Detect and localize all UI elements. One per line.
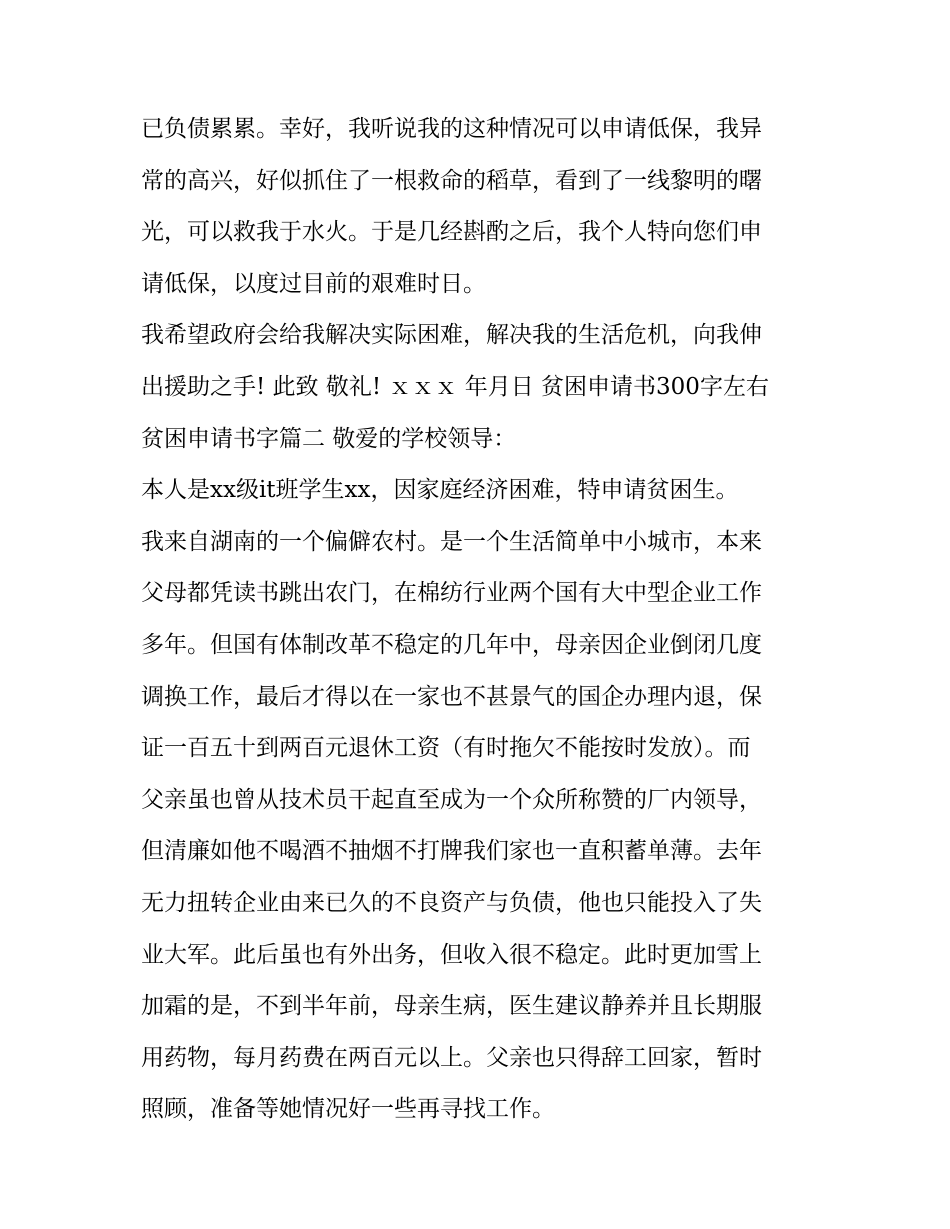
text-line: 调换工作，最后才得以在一家也不甚景气的国企办理内退，保 [141,683,762,710]
text-line: 请低保，以度过目前的艰难时日。 [141,270,486,297]
text-line: 父母都凭读书跳出农门，在棉纺行业两个国有大中型企业工作 [141,580,762,607]
text-line: 贫困申请书字篇二 敬爱的学校领导： [141,425,517,452]
text-line: 无力扭转企业由来已久的不良资产与负债，他也只能投入了失 [141,889,762,916]
text-line: 多年。但国有体制改革不稳定的几年中，母亲因企业倒闭几度 [141,631,762,658]
text-line: 我希望政府会给我解决实际困难，解决我的生活危机，向我伸 [141,322,762,349]
text-line: 出援助之手! 此致 敬礼! ｘｘｘ 年月日 贫困申请书300字左右 [141,373,769,400]
text-line: 父亲虽也曾从技术员干起直至成为一个众所称赞的厂内领导， [141,786,762,813]
text-line: 本人是xx级it班学生xx，因家庭经济困难，特申请贫困生。 [141,477,739,504]
text-line: 我来自湖南的一个偏僻农村。是一个生活简单中小城市，本来 [141,528,762,555]
text-line: 但清廉如他不喝酒不抽烟不打牌我们家也一直积蓄单薄。去年 [141,838,762,865]
text-line: 业大军。此后虽也有外出务，但收入很不稳定。此时更加雪上 [141,941,762,968]
text-line: 用药物，每月药费在两百元以上。父亲也只得辞工回家，暂时 [141,1044,762,1071]
text-line: 光，可以救我于水火。于是几经斟酌之后，我个人特向您们申 [141,219,762,246]
document-body [141,104,821,1136]
text-line: 常的高兴，好似抓住了一根救命的稻草，看到了一线黎明的曙 [141,167,762,194]
text-line: 证一百五十到两百元退休工资（有时拖欠不能按时发放）。而 [141,735,751,762]
text-line: 已负债累累。幸好，我听说我的这种情况可以申请低保，我异 [141,116,762,142]
text-line: 加霜的是，不到半年前，母亲生病，医生建议静养并且长期服 [141,993,762,1020]
text-line: 照顾，准备等她情况好一些再寻找工作。 [141,1096,555,1123]
